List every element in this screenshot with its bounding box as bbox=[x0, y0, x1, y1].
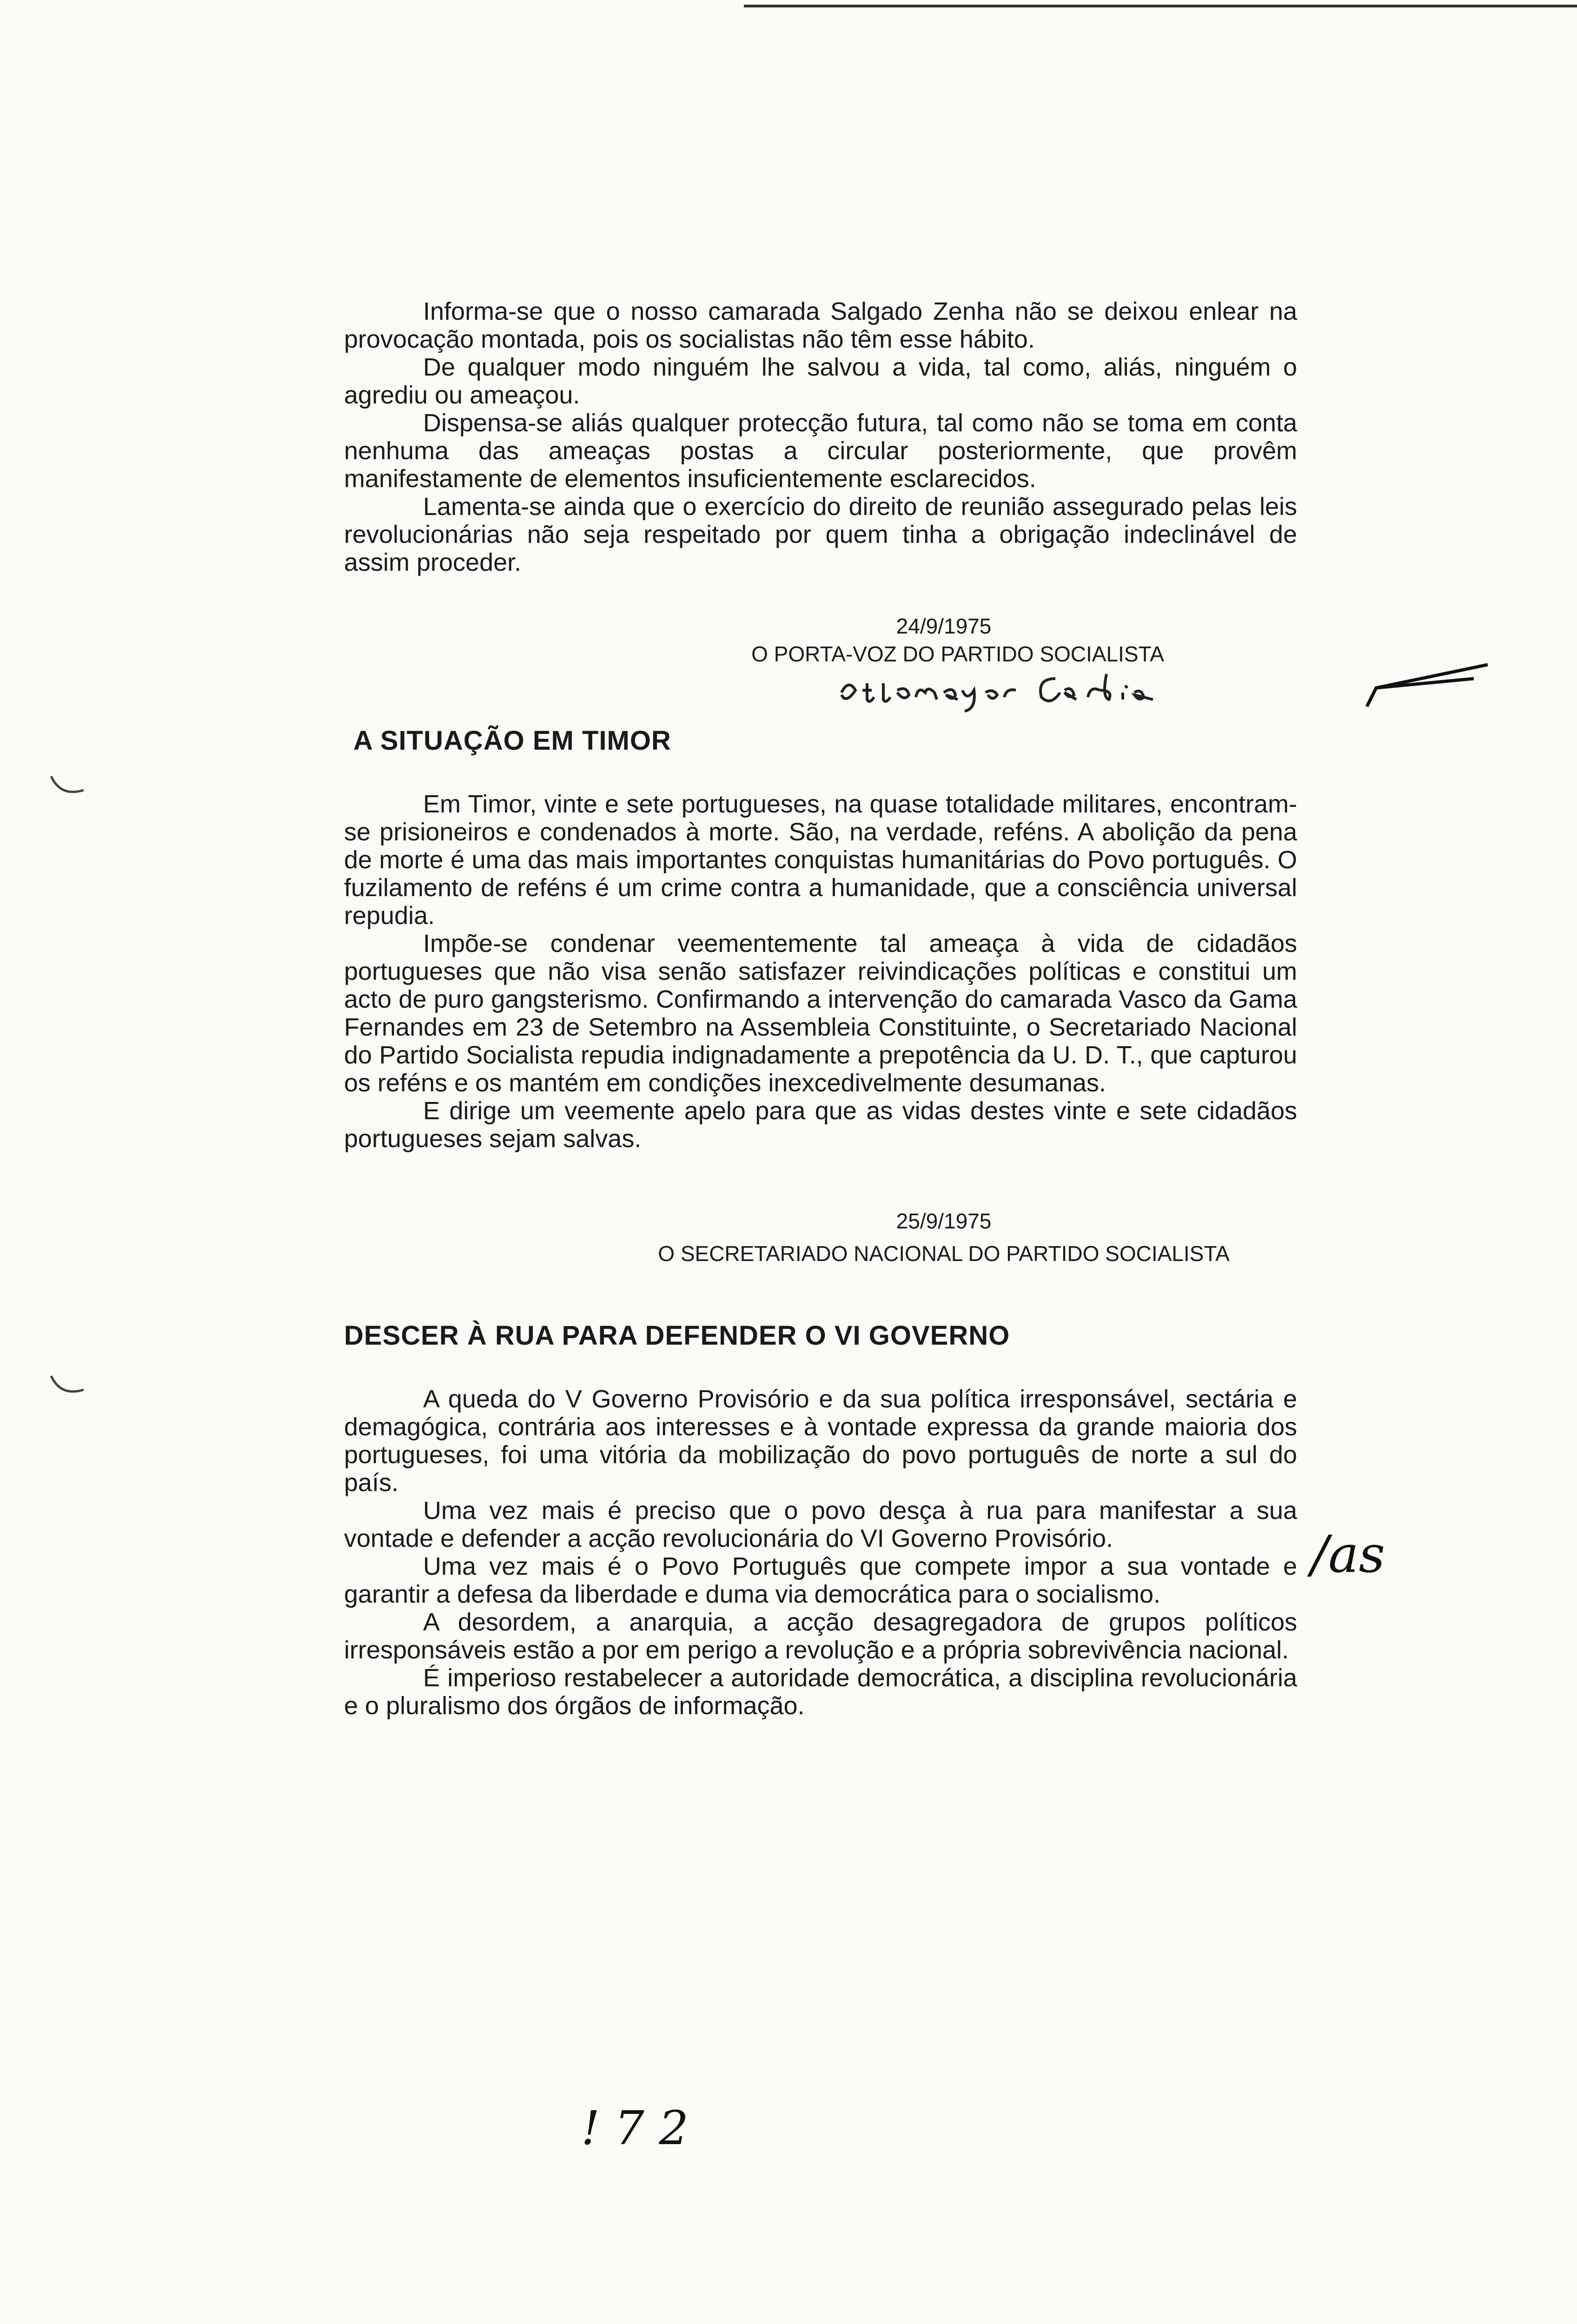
section-vi-governo bbox=[344, 1385, 1297, 1720]
paragraph: É imperioso restabelecer a autoridade democrática, a disciplina revolucionária e o pluralismo dos órgãos de informação. bbox=[344, 1664, 1297, 1720]
paragraph: Lamenta-se ainda que o exercício do direito de reunião assegurado pelas leis revolucionárias não seja respeitado por quem tinha a obrigação indeclinável de assim proceder. bbox=[344, 493, 1297, 576]
top-edge-line bbox=[744, 5, 1577, 7]
margin-arrow-mark bbox=[1358, 651, 1497, 716]
section-zenha bbox=[344, 297, 1297, 576]
signatory-2: O SECRETARIADO NACIONAL DO PARTIDO SOCIALISTA bbox=[658, 1241, 1230, 1266]
paragraph: A desordem, a anarquia, a acção desagregadora de grupos políticos irresponsáveis estão a por em perigo a revolução e a própria sobrevivência nacional. bbox=[344, 1608, 1297, 1664]
paragraph: Uma vez mais é o Povo Português que compete impor a sua vontade e garantir a defesa da liberdade e duma via democrática para o socialismo. bbox=[344, 1552, 1297, 1608]
paragraph: Informa-se que o nosso camarada Salgado Zenha não se deixou enlear na provocação montada, pois os socialistas não têm esse hábito. bbox=[344, 297, 1297, 353]
paragraph: A queda do V Governo Provisório e da sua política irresponsável, sectária e demagógica, contrária aos interesses e à vontade expressa da grande maioria dos portugueses, foi uma vitória da mobilização do povo português de norte a sul do país. bbox=[344, 1385, 1297, 1497]
paragraph: Em Timor, vinte e sete portugueses, na quase totalidade militares, encontram-se prisioneiros e condenados à morte. São, na verdade, reféns. A abolição da pena de morte é uma das mais importantes conquistas humanitárias do Povo português. O fuzilamento de reféns é um crime contra a humanidade, que a consciência universal repudia. bbox=[344, 790, 1297, 930]
paragraph: E dirige um veemente apelo para que as vidas destes vinte e sete cidadãos portugueses sejam salvas. bbox=[344, 1097, 1297, 1153]
paragraph: Dispensa-se aliás qualquer protecção futura, tal como não se toma em conta nenhuma das ameaças postas a circular posteriormente, que provêm manifestamente de elementos insuficientemente esclarecidos. bbox=[344, 409, 1297, 493]
date-2: 25/9/1975 bbox=[896, 1209, 992, 1233]
section-timor bbox=[344, 790, 1297, 1153]
section-title-timor: A SITUAÇÃO EM TIMOR bbox=[353, 726, 671, 756]
signatory-1: O PORTA-VOZ DO PARTIDO SOCIALISTA bbox=[751, 642, 1164, 666]
paragraph: Uma vez mais é preciso que o povo desça à rua para manifestar a sua vontade e defender a acção revolucionária do VI Governo Provisório. bbox=[344, 1497, 1297, 1552]
handwritten-page-number: ! 7 2 bbox=[581, 2101, 689, 2155]
paragraph: De qualquer modo ninguém lhe salvou a vida, tal como, aliás, ninguém o agrediu ou ameaçou. bbox=[344, 353, 1297, 409]
margin-tick-left-2 bbox=[46, 1371, 88, 1399]
paragraph: Impõe-se condenar veementemente tal ameaça à vida de cidadãos portugueses que não visa senão satisfazer reivindicações políticas e constitui um acto de puro gangsterismo. Confirmando a intervenção do camarada Vasco da Gama Fernandes em 23 de Setembro na Assembleia Constituinte, o Secretariado Nacional do Partido Socialista repudia indignadamente a prepotência da U. D. T., que capturou os reféns e os mantém em condições inexcedivelmente desumanas. bbox=[344, 930, 1297, 1097]
section-title-vi-governo: DESCER À RUA PARA DEFENDER O VI GOVERNO bbox=[344, 1320, 1010, 1351]
handwritten-signature bbox=[837, 665, 1199, 716]
margin-tick-left-1 bbox=[46, 772, 88, 799]
date-1: 24/9/1975 bbox=[896, 614, 992, 638]
margin-initials: /as bbox=[1311, 1525, 1385, 1584]
